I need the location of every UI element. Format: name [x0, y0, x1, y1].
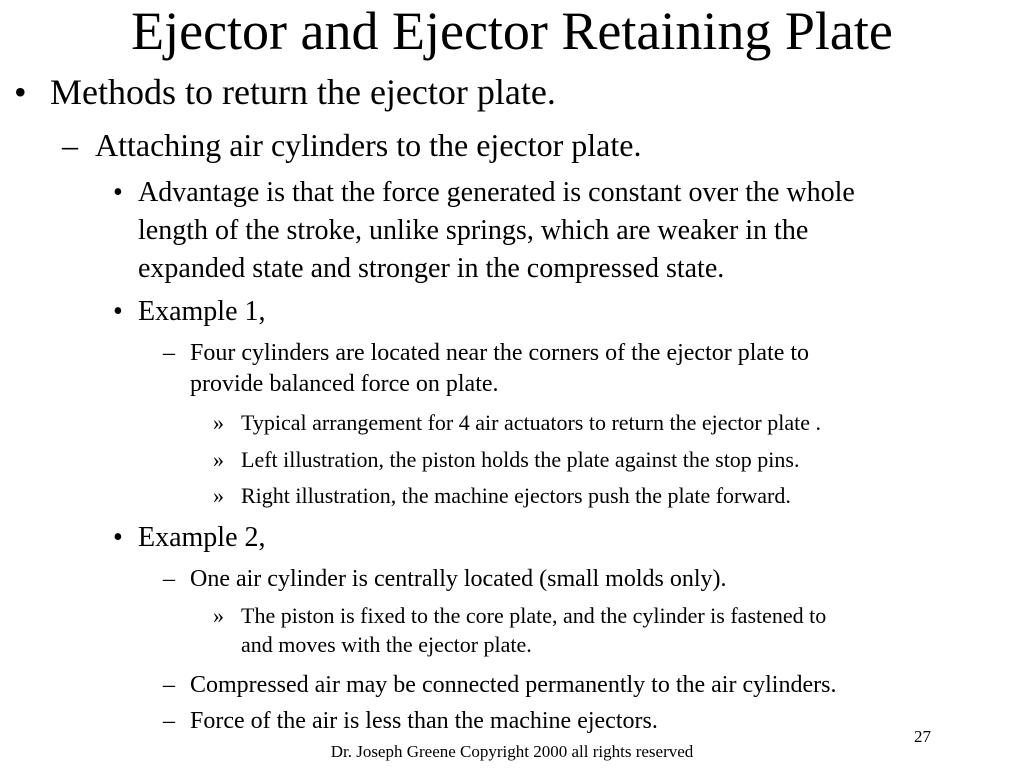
note-text: [241, 601, 826, 659]
subitem-text: Compressed air may be connected permanently to the air cylinders.: [190, 672, 837, 698]
dash-marker: –: [163, 340, 175, 366]
subitem-text: One air cylinder is centrally located (small molds only).: [190, 566, 727, 592]
dash-marker: –: [62, 127, 78, 163]
guillemet-marker: »: [213, 410, 224, 435]
slide-title: Ejector and Ejector Retaining Plate: [131, 1, 893, 61]
text-line: provide balanced force on plate.: [190, 371, 499, 397]
subitem-text: Attaching air cylinders to the ejector plate.: [95, 127, 642, 163]
dash-marker: –: [163, 672, 175, 698]
bullet-example-1: [113, 293, 266, 331]
text-line: The piston is fixed to the core plate, and the cylinder is fastened to: [241, 603, 827, 628]
guillemet-marker: »: [213, 447, 224, 472]
note-typical-arrangement: [213, 408, 821, 437]
subitem-four-cylinders: [163, 338, 809, 400]
guillemet-marker: »: [213, 603, 224, 628]
note-text: Right illustration, the machine ejectors push the plate forward.: [241, 483, 791, 508]
subitem-force-of-air: [163, 706, 658, 737]
note-piston-fixed: [213, 601, 826, 659]
bullet-marker: •: [113, 177, 123, 208]
subitem-text: Force of the air is less than the machine ejectors.: [190, 708, 658, 734]
dash-marker: –: [163, 566, 175, 592]
subitem-text: [190, 338, 809, 400]
page-number: 27: [914, 727, 931, 746]
text-line: expanded state and stronger in the compressed state.: [138, 253, 725, 284]
bullet-text: [138, 174, 855, 288]
bullet-example-2: [113, 519, 266, 557]
note-left-illustration: [213, 445, 799, 474]
text-line: Advantage is that the force generated is constant over the whole: [138, 177, 855, 208]
bullet-methods: [14, 72, 556, 112]
bullet-marker: •: [14, 72, 27, 112]
text-line: length of the stroke, unlike springs, which are weaker in the: [138, 215, 809, 246]
dash-marker: –: [163, 708, 175, 734]
bullet-text: Example 2,: [138, 522, 266, 553]
note-text: Typical arrangement for 4 air actuators to return the ejector plate .: [241, 410, 821, 435]
guillemet-marker: »: [213, 483, 224, 508]
text-line: Four cylinders are located near the corners of the ejector plate to: [190, 340, 810, 366]
text-line: and moves with the ejector plate.: [241, 632, 532, 657]
bullet-text: Methods to return the ejector plate.: [50, 72, 556, 112]
bullet-marker: •: [113, 522, 123, 553]
subitem-air-cylinders: [62, 127, 641, 163]
note-text: Left illustration, the piston holds the plate against the stop pins.: [241, 447, 800, 472]
bullet-marker: •: [113, 296, 123, 327]
bullet-advantage: [113, 174, 855, 288]
subitem-one-cylinder: [163, 564, 727, 595]
subitem-compressed-air: [163, 670, 836, 701]
note-right-illustration: [213, 481, 791, 510]
bullet-text: Example 1,: [138, 296, 266, 327]
copyright-footer: Dr. Joseph Greene Copyright 2000 all rights reserved: [330, 742, 694, 761]
